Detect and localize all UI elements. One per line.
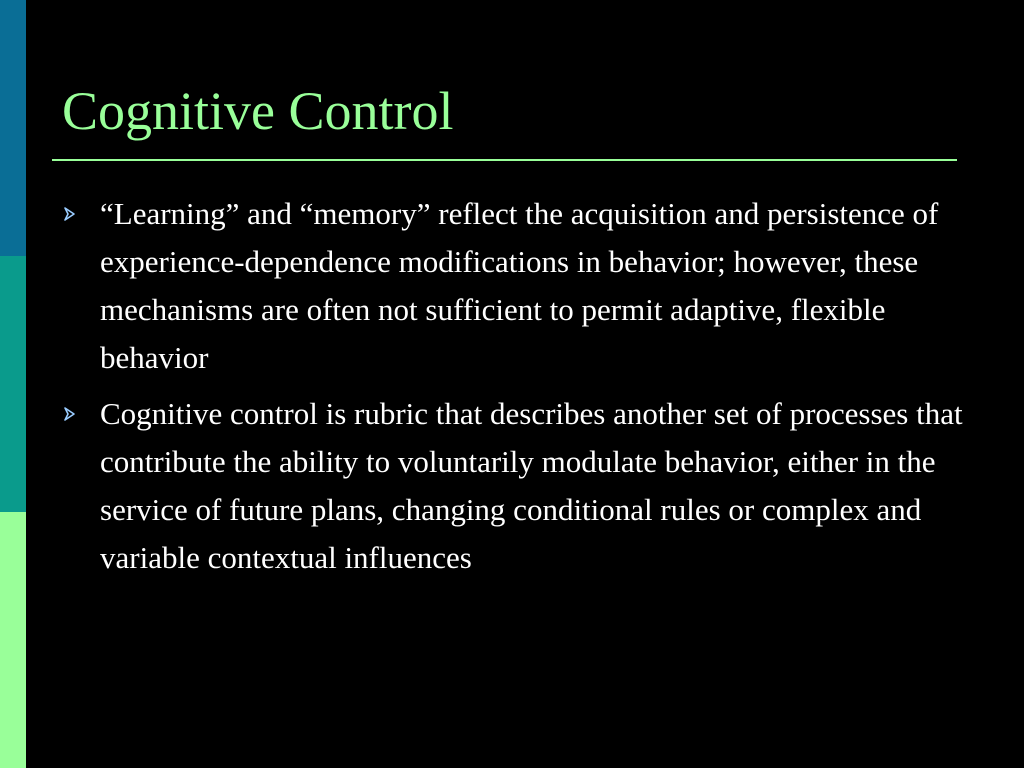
sidebar-stripe-top (0, 0, 26, 256)
arrowhead-bullet-icon (62, 406, 78, 422)
bullet-item (62, 390, 967, 582)
bullet-item (62, 190, 967, 382)
bullet-list (62, 190, 967, 590)
title-underline (52, 159, 957, 161)
arrowhead-bullet-icon (62, 206, 78, 222)
slide-title: Cognitive Control (62, 81, 454, 141)
sidebar-stripe-bottom (0, 512, 26, 768)
bullet-text: “Learning” and “memory” reflect the acquisition and persistence of experience-dependence modifications in behavior; however, these mechanisms are often not sufficient to permit adaptive, flexible behavior (100, 196, 939, 375)
bullet-text: Cognitive control is rubric that describes another set of processes that contribute the ability to voluntarily modulate behavior, either in the service of future plans, changing conditional rules or complex and variable contextual influences (100, 396, 963, 575)
sidebar-stripe-middle (0, 256, 26, 512)
